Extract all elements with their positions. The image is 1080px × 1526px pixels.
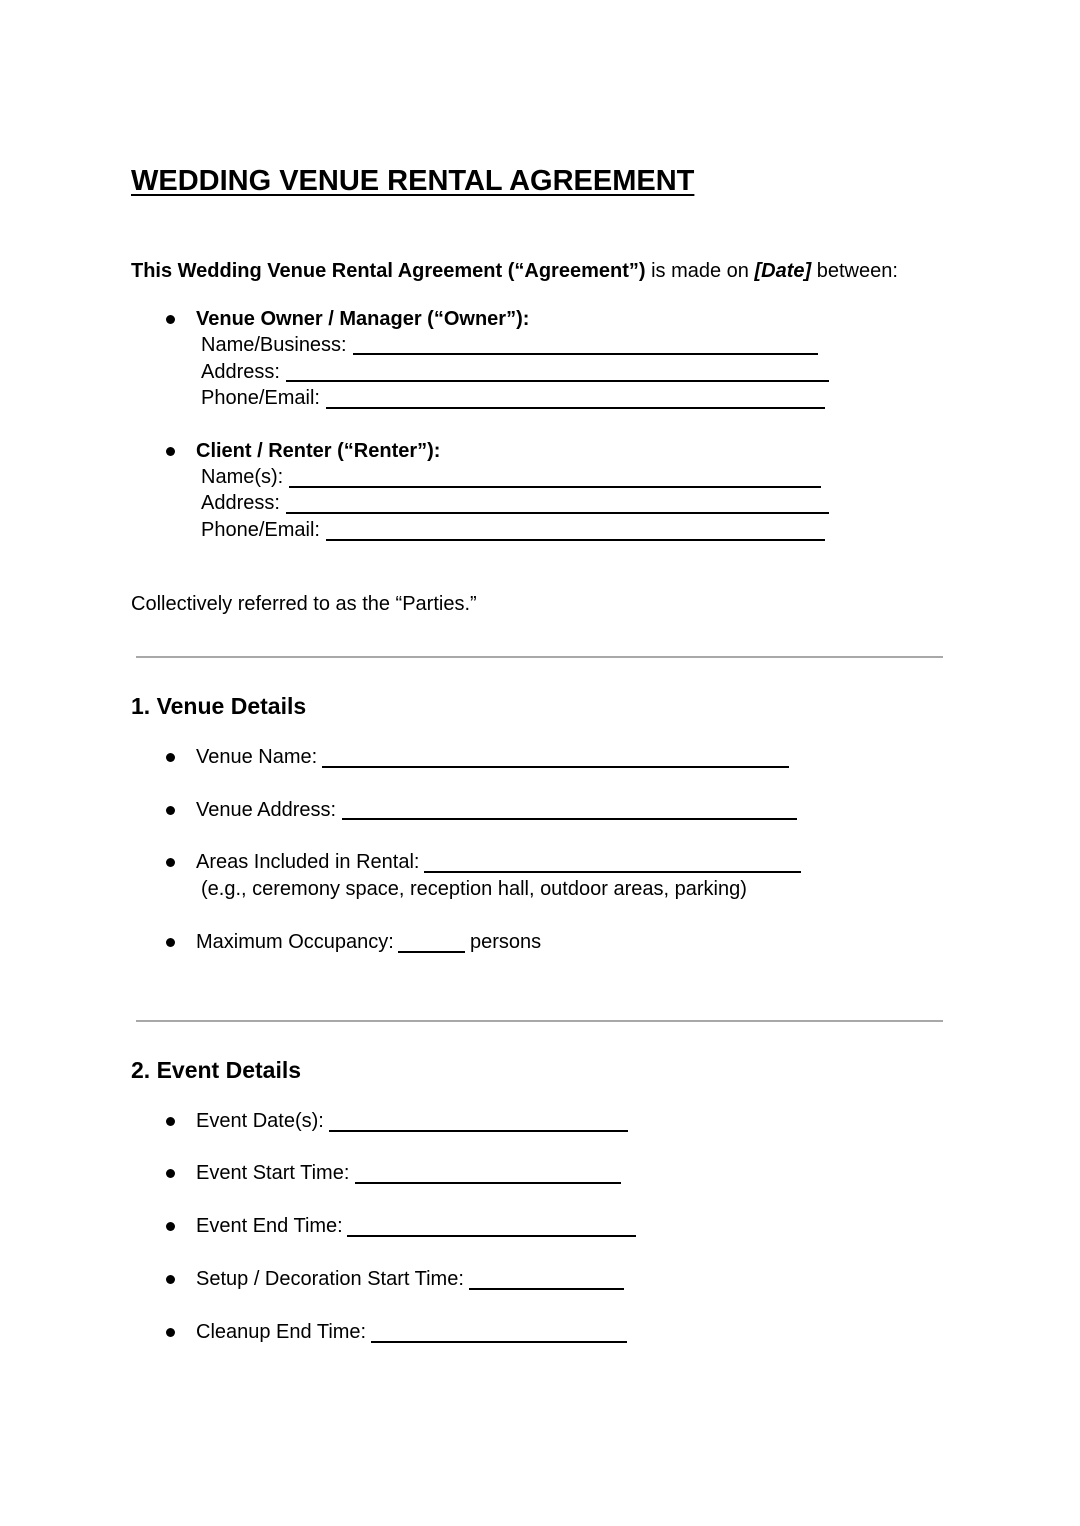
venue-name-field[interactable] xyxy=(322,766,789,768)
max-occupancy-label: Maximum Occupancy: xyxy=(196,931,394,953)
bullet-icon xyxy=(166,1169,175,1178)
intro-agreement-name: This Wedding Venue Rental Agreement (“Agreement”) xyxy=(131,260,646,282)
document-title: WEDDING VENUE RENTAL AGREEMENT xyxy=(131,165,695,197)
intro-paragraph xyxy=(131,258,898,284)
owner-address-field[interactable] xyxy=(286,380,829,382)
section-divider xyxy=(136,1020,943,1022)
renter-phone-field[interactable] xyxy=(326,539,825,541)
owner-address-label: Address: xyxy=(201,361,280,383)
owner-name-label: Name/Business: xyxy=(201,334,347,356)
section-heading-venue-details: 1. Venue Details xyxy=(131,693,307,719)
intro-between: between: xyxy=(811,260,898,282)
renter-address-label: Address: xyxy=(201,492,280,514)
areas-included-field[interactable] xyxy=(424,871,801,873)
renter-phone-label: Phone/Email: xyxy=(201,519,320,541)
areas-example-note: (e.g., ceremony space, reception hall, outdoor areas, parking) xyxy=(201,878,747,900)
renter-heading: Client / Renter (“Renter”): xyxy=(196,440,441,462)
setup-start-time-field[interactable] xyxy=(469,1288,624,1290)
event-end-time-field[interactable] xyxy=(347,1235,636,1237)
setup-start-time-label: Setup / Decoration Start Time: xyxy=(196,1268,464,1290)
venue-name-label: Venue Name: xyxy=(196,746,318,768)
areas-included-label: Areas Included in Rental: xyxy=(196,851,420,873)
section-divider xyxy=(136,656,943,658)
cleanup-end-time-label: Cleanup End Time: xyxy=(196,1321,367,1343)
section-heading-event-details: 2. Event Details xyxy=(131,1057,302,1083)
bullet-icon xyxy=(166,753,175,762)
event-start-time-field[interactable] xyxy=(355,1182,621,1184)
renter-address-field[interactable] xyxy=(286,512,829,514)
event-end-time-label: Event End Time: xyxy=(196,1215,343,1237)
bullet-icon xyxy=(166,1222,175,1231)
cleanup-end-time-field[interactable] xyxy=(371,1341,627,1343)
renter-name-label: Name(s): xyxy=(201,466,284,488)
bullet-icon xyxy=(166,315,175,324)
venue-address-field[interactable] xyxy=(342,818,797,820)
bullet-icon xyxy=(166,447,175,456)
intro-made-on: is made on xyxy=(645,260,755,282)
bullet-icon xyxy=(166,1117,175,1126)
bullet-icon xyxy=(166,1275,175,1284)
max-occupancy-field[interactable] xyxy=(398,951,465,953)
bullet-icon xyxy=(166,938,175,947)
bullet-icon xyxy=(166,806,175,815)
owner-heading: Venue Owner / Manager (“Owner”): xyxy=(196,308,530,330)
owner-phone-field[interactable] xyxy=(326,407,825,409)
intro-date-placeholder: [Date] xyxy=(754,260,812,282)
event-dates-label: Event Date(s): xyxy=(196,1110,324,1132)
event-dates-field[interactable] xyxy=(329,1130,628,1132)
parties-note: Collectively referred to as the “Parties.” xyxy=(131,593,477,615)
owner-phone-label: Phone/Email: xyxy=(201,387,320,409)
bullet-icon xyxy=(166,1328,175,1337)
bullet-icon xyxy=(166,858,175,867)
venue-address-label: Venue Address: xyxy=(196,799,337,821)
owner-name-field[interactable] xyxy=(353,353,818,355)
occupancy-unit: persons xyxy=(470,931,542,953)
event-start-time-label: Event Start Time: xyxy=(196,1162,350,1184)
renter-name-field[interactable] xyxy=(289,486,821,488)
